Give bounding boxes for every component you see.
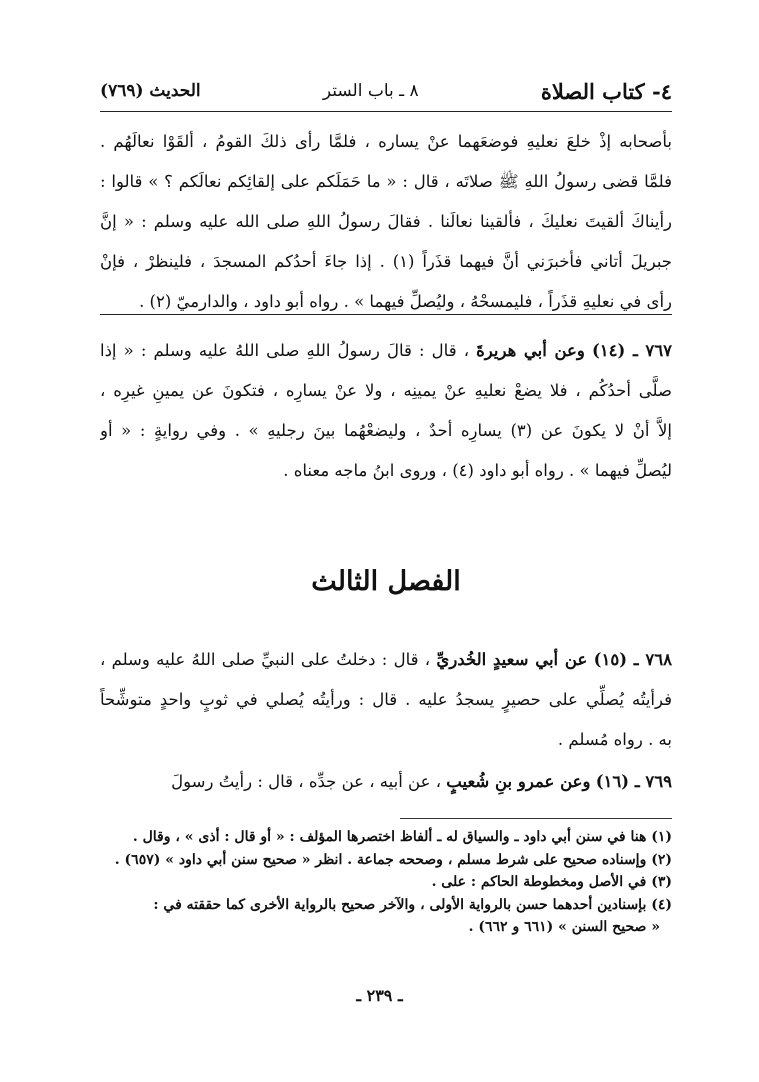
running-header — [100, 74, 672, 108]
hadith-767-narrator: وعن أبي هريرةَ — [476, 341, 585, 360]
chapter-title: ٤- كتاب الصلاة — [540, 78, 672, 104]
footnote-4-continued: « صحيح السنن » (٦٦١ و ٦٦٢) . — [468, 919, 660, 935]
hadith-769-line-1 — [100, 762, 672, 802]
hadith-769-narrator: وعن عمرو بنِ شُعيبٍ — [446, 772, 591, 791]
footnote-2: (٢) وإسناده صحيح على شرط مسلم ، وصححه جماعة . انظر « صحيح سنن أبي داود » (٦٥٧) . — [114, 851, 672, 868]
hadith-768 — [100, 640, 672, 760]
footnotes — [100, 826, 672, 939]
hadith-767 — [100, 331, 672, 491]
hadith-767-text-1: ، قال : قالَ رسولُ اللهِ صلى اللهُ عليه وسلم : « إذا — [100, 341, 470, 360]
hadith-767-line-1 — [100, 331, 672, 371]
section-heading: ٨ ـ باب الستر — [322, 81, 419, 101]
hadith-768-number: ٧٦٨ ـ (١٥) — [593, 650, 672, 669]
footnote-1: (١) هنا في سنن أبي داود ـ والسياق له ـ ألفاظ اختصرها المؤلف : « أو قال : أذى » ، وقال . — [132, 829, 672, 845]
hadith-767-line-3: إلاَّ أنْ لا يكونَ عن (٣) يسارِه أحدٌ ، وليضعْهُما بينَ رجليهِ » . وفي روايةٍ : « أو — [100, 421, 672, 440]
hadith-768-text-1: ، قال : دخلتُ على النبيِّ صلى اللهُ عليه وسلم ، — [100, 650, 431, 669]
hadith-768-line-2: فرأيتُه يُصلِّي على حصيرٍ يسجدُ عليه . قال : ورأيتُه يُصلي في ثوبٍ واحدٍ متوشِّحاً — [100, 690, 672, 709]
hadith-767-line-4: ليُصلِّ فيهما » . رواه أبو داود (٤) ، وروى ابنُ ماجه معناه . — [283, 461, 672, 480]
footnote-4: (٤) بإسنادين أحدهما حسن بالرواية الأولى ، والآخر صحيح بالرواية الأخرى كما حققته في : — [153, 896, 672, 913]
hadith-769-text-1: ، عن أبيه ، عن جدِّه ، قال : رأيتُ رسولَ — [171, 772, 442, 791]
intro-line-3: رأيناكَ ألقيتَ نعليكَ ، فألقينا نعالَنا . فقالَ رسولُ اللهِ صلى الله عليه وسلم : « إنَّ — [100, 212, 672, 231]
hadith-768-line-3: به . رواه مُسلم . — [557, 730, 672, 749]
hadith-767-line-2: صلَّى أحدُكُم ، فلا يضعْ نعليهِ عنْ يمينِه ، ولا عنْ يسارِه ، فتكونَ عن يمينِ غيرِه ، — [100, 381, 672, 400]
page-number: ـ ٢٣٩ ـ — [356, 986, 403, 1005]
hadith-768-narrator: عن أبي سعيدٍ الخُدريِّ — [436, 650, 588, 669]
footnote-3: (٣) في الأصل ومخطوطة الحاكم : على . — [431, 874, 672, 890]
hadith-769-number: ٧٦٩ ـ (١٦) — [595, 772, 672, 791]
hadith-769 — [100, 762, 672, 802]
hadith-range: الحديث (٧٦٩) — [100, 81, 201, 101]
hadith-768-line-1 — [100, 640, 672, 680]
hadith-767-number: ٧٦٧ ـ (١٤) — [591, 341, 672, 360]
intro-line-4: جبريلَ أتاني فأخبرَني أنَّ فيهما قذَراً (١) . إذا جاءَ أحدُكم المسجدَ ، فلينظرْ ، فإنْ — [100, 252, 672, 271]
header-divider — [100, 111, 672, 112]
intro-paragraph — [100, 122, 672, 322]
section-title: الفصل الثالث — [311, 566, 461, 597]
paragraph-divider — [100, 314, 672, 315]
intro-line-5: رأى في نعليهِ قذَراً ، فليمسحْهُ ، وليُصلِّ فيهما » . رواه أبو داود ، والدارميّ (٢) . — [139, 292, 672, 311]
intro-line-2: فلمَّا قضى رسولُ اللهِ ﷺ صلاتَه ، قال : « ما حَمَلَكم على إلقائِكم نعالَكم ؟ » قالوا : — [100, 172, 672, 191]
footnote-divider — [400, 818, 672, 819]
intro-line-1: بأصحابه إذْ خلعَ نعليهِ فوضعَهما عنْ يساره ، فلمَّا رأى ذلكَ القومُ ، ألقَوْا نعالَهُم . — [100, 132, 672, 151]
